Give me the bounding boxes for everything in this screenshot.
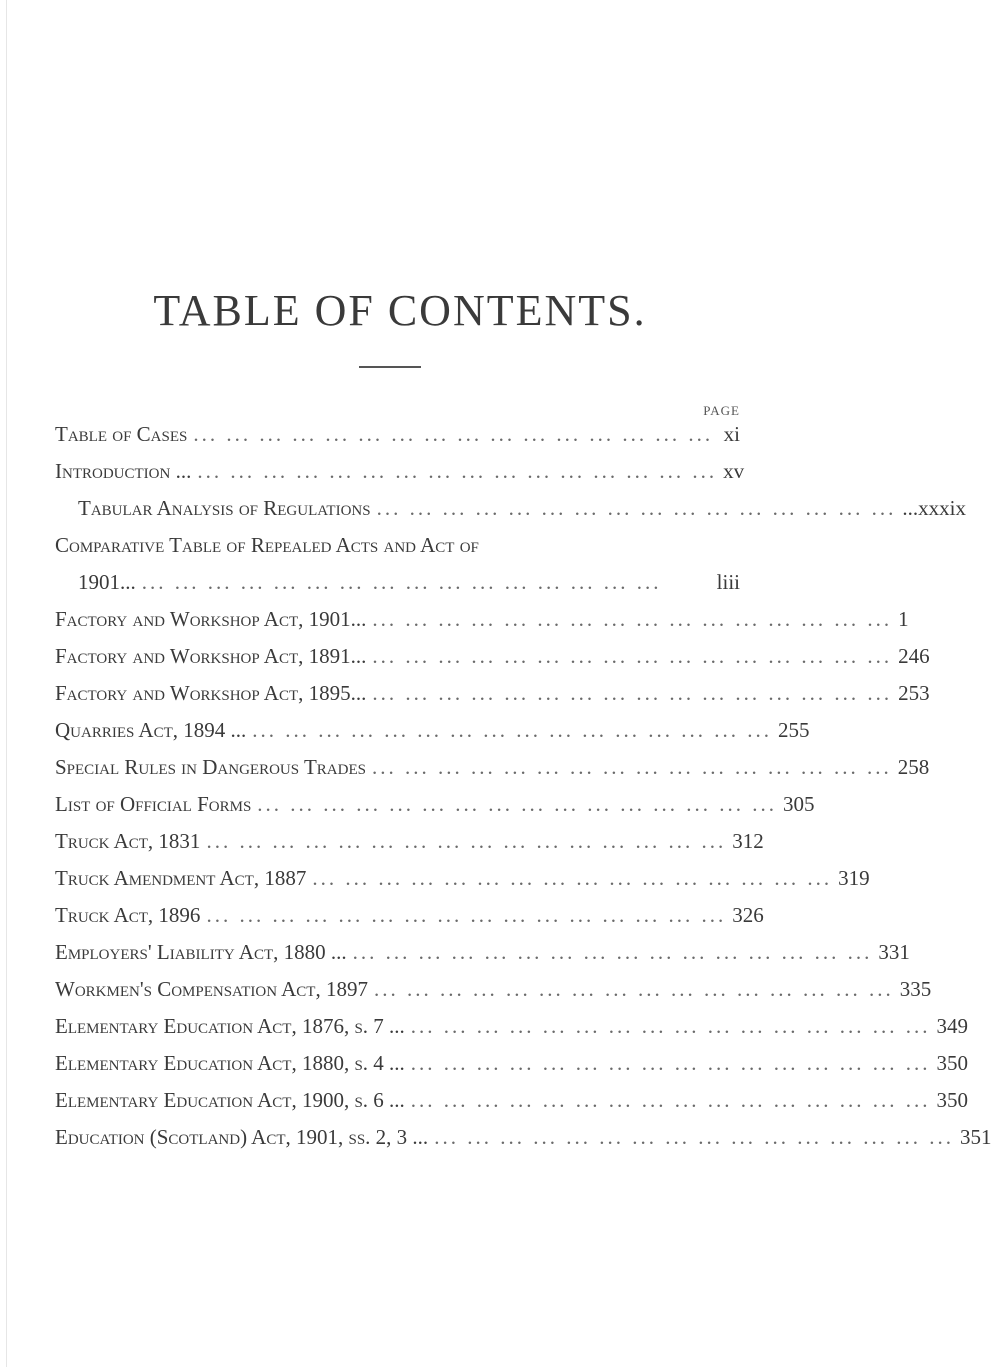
toc-entry-label: Workmen's Compensation Act, 1897 [55, 977, 368, 1001]
toc-entry [55, 755, 930, 783]
toc-entry-page: liii [716, 570, 740, 594]
toc-entry-label: Education (Scotland) Act, 1901, ss. 2, 3 ... [55, 1125, 429, 1149]
toc-entry-page: 1 [898, 607, 909, 631]
toc-entry-label: Factory and Workshop Act, 1895... [55, 681, 367, 705]
toc-entry-page: 350 [936, 1051, 969, 1075]
toc-entry-label: Elementary Education Act, 1876, s. 7 ... [55, 1014, 405, 1038]
toc-leader: ... ... ... ... ... ... ... ... ... ... ... ... ... ... ... ... [373, 977, 894, 1001]
toc-entry-label: Table of Cases [55, 422, 188, 446]
toc-leader: ... ... ... ... ... ... ... ... ... ... ... ... ... ... ... ... [352, 940, 873, 964]
toc-entry-page: 350 [936, 1088, 969, 1112]
toc-leader: ... ... ... ... ... ... ... ... ... ... ... ... ... ... ... ... [206, 829, 727, 853]
toc-entry [55, 903, 764, 931]
page-title: TABLE OF CONTENTS. [153, 286, 647, 335]
toc-entry-label: Truck Act, 1831 [55, 829, 201, 853]
toc-entry [55, 1014, 969, 1042]
toc-entry-label: Truck Act, 1896 [55, 903, 201, 927]
toc-entry-page: xv [723, 459, 745, 483]
toc-entry [55, 533, 740, 561]
title-rule [359, 366, 421, 368]
toc-entry-label: List of Official Forms [55, 792, 252, 816]
toc-entry-page: 319 [838, 866, 870, 890]
toc-entry-label: Special Rules in Dangerous Trades [55, 755, 366, 779]
toc-entry [78, 570, 740, 598]
toc-entry [55, 829, 764, 857]
toc-entry-label: Introduction ... [55, 459, 192, 483]
toc-entry [55, 1125, 991, 1153]
toc-entry-page: 305 [783, 792, 815, 816]
toc-entry-label: Factory and Workshop Act, 1891... [55, 644, 367, 668]
toc-leader: ... ... ... ... ... ... ... ... ... ... ... ... ... ... ... ... [252, 718, 773, 742]
toc-entry-page: 335 [899, 977, 932, 1001]
toc-entry [55, 1051, 969, 1079]
toc-leader: ... ... ... ... ... ... ... ... ... ... ... ... ... ... ... ... [193, 422, 714, 446]
toc-entry [55, 977, 932, 1005]
toc-entry-label: Elementary Education Act, 1880, s. 4 ... [55, 1051, 405, 1075]
toc-entry-label: 1901... [78, 570, 136, 594]
toc-entry-page: 253 [898, 681, 930, 705]
toc-leader: ... ... ... ... ... ... ... ... ... ... ... ... ... ... ... ... [372, 644, 893, 668]
toc-leader: ... ... ... ... ... ... ... ... ... ... ... ... ... ... ... ... [372, 681, 893, 705]
toc-entry-page: 331 [878, 940, 910, 964]
toc-leader: ... ... ... ... ... ... ... ... ... ... ... ... ... ... ... ... [371, 755, 892, 779]
toc-entry [55, 792, 815, 820]
toc-entry-page: ...xxxix [902, 496, 966, 520]
toc-entry-page: 312 [732, 829, 764, 853]
toc-entry-label: Tabular Analysis of Regulations [78, 496, 371, 520]
toc-leader: ... ... ... ... ... ... ... ... ... ... ... ... ... ... ... ... [206, 903, 727, 927]
toc-leader: ... ... ... ... ... ... ... ... ... ... ... ... ... ... ... ... [434, 1125, 954, 1149]
toc-leader: ... ... ... ... ... ... ... ... ... ... ... ... ... ... ... ... [372, 607, 893, 631]
toc-leader: ... ... ... ... ... ... ... ... ... ... ... ... ... ... ... ... [197, 459, 718, 483]
page-column-heading: PAGE [703, 403, 740, 418]
toc-entry [55, 718, 810, 746]
toc-entry-label: Factory and Workshop Act, 1901... [55, 607, 367, 631]
toc-entry-page: 326 [732, 903, 764, 927]
toc-entry [55, 866, 870, 894]
toc-entry-page: 255 [778, 718, 810, 742]
toc-leader: ... ... ... ... ... ... ... ... ... ... ... ... ... ... ... ... [410, 1088, 931, 1112]
toc-entry-label: Comparative Table of Repealed Acts and Act of [55, 533, 479, 557]
toc-leader: ... ... ... ... ... ... ... ... ... ... ... ... ... ... ... ... [410, 1051, 931, 1075]
toc-entry-page: 349 [936, 1014, 969, 1038]
toc-entry-page: xi [723, 422, 740, 446]
toc-entry [55, 459, 745, 487]
toc-entry [55, 644, 930, 672]
toc-leader: ... ... ... ... ... ... ... ... ... ... ... ... ... ... ... ... [376, 496, 897, 520]
toc-entry [55, 1088, 969, 1116]
toc-entry [78, 496, 966, 524]
toc-leader: ... ... ... ... ... ... ... ... ... ... ... ... ... ... ... ... [312, 866, 833, 890]
toc-entry-label: Truck Amendment Act, 1887 [55, 866, 307, 890]
scan-edge [6, 0, 7, 1367]
toc-leader: ... ... ... ... ... ... ... ... ... ... ... ... ... ... ... ... [257, 792, 778, 816]
toc-entry-label: Quarries Act, 1894 ... [55, 718, 247, 742]
toc-entry [55, 422, 740, 450]
toc-entry-page: 246 [898, 644, 930, 668]
toc-entry [55, 940, 910, 968]
toc-entry-page: 351 [959, 1125, 991, 1149]
toc-leader: ... ... ... ... ... ... ... ... ... ... ... ... ... ... ... ... [141, 570, 662, 594]
toc-entry-label: Elementary Education Act, 1900, s. 6 ... [55, 1088, 405, 1112]
toc-entry [55, 607, 909, 635]
toc-entry [55, 681, 930, 709]
toc-entry-label: Employers' Liability Act, 1880 ... [55, 940, 347, 964]
toc-leader: ... ... ... ... ... ... ... ... ... ... ... ... ... ... ... ... [410, 1014, 931, 1038]
toc-entry-page: 258 [897, 755, 930, 779]
